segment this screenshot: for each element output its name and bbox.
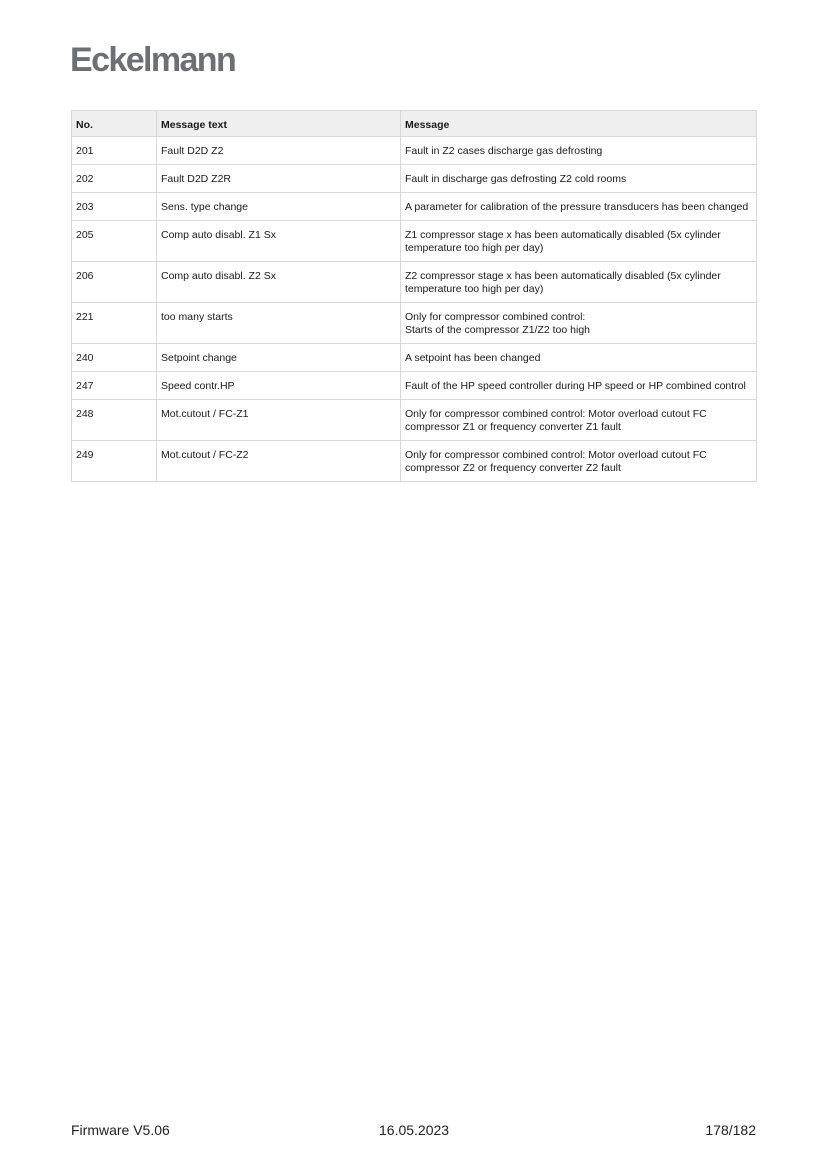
cell-message-text: Mot.cutout / FC-Z1 bbox=[157, 400, 401, 441]
message-line: Z1 compressor stage x has been automatically disabled (5x cylinder temperature too high per day) bbox=[405, 229, 721, 254]
message-line: Z2 compressor stage x has been automatically disabled (5x cylinder temperature too high per day) bbox=[405, 270, 721, 295]
footer-date: 16.05.2023 bbox=[379, 1122, 450, 1138]
table-row bbox=[72, 372, 757, 400]
cell-message-text: too many starts bbox=[157, 303, 401, 344]
message-line: A parameter for calibration of the pressure transducers has been changed bbox=[405, 201, 749, 213]
cell-message bbox=[401, 372, 757, 400]
table-row bbox=[72, 344, 757, 372]
cell-message bbox=[401, 344, 757, 372]
cell-no: 247 bbox=[72, 372, 157, 400]
message-line: Fault of the HP speed controller during HP speed or HP combined control bbox=[405, 380, 746, 392]
table-row bbox=[72, 137, 757, 165]
table-row bbox=[72, 400, 757, 441]
cell-message-text: Comp auto disabl. Z1 Sx bbox=[157, 221, 401, 262]
column-header-no: No. bbox=[72, 111, 157, 137]
table-row bbox=[72, 303, 757, 344]
cell-no: 249 bbox=[72, 441, 157, 482]
table-row bbox=[72, 441, 757, 482]
cell-message bbox=[401, 441, 757, 482]
cell-no: 221 bbox=[72, 303, 157, 344]
cell-no: 205 bbox=[72, 221, 157, 262]
cell-message bbox=[401, 400, 757, 441]
message-line: Only for compressor combined control: Motor overload cutout FC compressor Z1 or frequency converter Z1 fault bbox=[405, 408, 707, 433]
cell-message bbox=[401, 303, 757, 344]
message-line: Fault in discharge gas defrosting Z2 cold rooms bbox=[405, 173, 627, 185]
eckelmann-logo: Eckelmann bbox=[70, 41, 236, 79]
table-header-row bbox=[72, 111, 757, 137]
column-header-message-text: Message text bbox=[157, 111, 401, 137]
cell-no: 202 bbox=[72, 165, 157, 193]
message-table bbox=[71, 110, 757, 482]
message-line: Starts of the compressor Z1/Z2 too high bbox=[405, 324, 591, 336]
cell-no: 206 bbox=[72, 262, 157, 303]
message-line: Only for compressor combined control: bbox=[405, 311, 586, 323]
cell-no: 248 bbox=[72, 400, 157, 441]
message-line: Only for compressor combined control: Motor overload cutout FC compressor Z2 or frequency converter Z2 fault bbox=[405, 449, 707, 474]
message-line: A setpoint has been changed bbox=[405, 352, 541, 364]
cell-message bbox=[401, 221, 757, 262]
cell-message bbox=[401, 137, 757, 165]
table-row bbox=[72, 221, 757, 262]
table-row bbox=[72, 193, 757, 221]
cell-message bbox=[401, 262, 757, 303]
cell-message bbox=[401, 165, 757, 193]
cell-message-text: Speed contr.HP bbox=[157, 372, 401, 400]
cell-message-text: Comp auto disabl. Z2 Sx bbox=[157, 262, 401, 303]
cell-no: 201 bbox=[72, 137, 157, 165]
cell-message-text: Sens. type change bbox=[157, 193, 401, 221]
cell-message bbox=[401, 193, 757, 221]
cell-message-text: Mot.cutout / FC-Z2 bbox=[157, 441, 401, 482]
table-row bbox=[72, 262, 757, 303]
cell-message-text: Fault D2D Z2R bbox=[157, 165, 401, 193]
cell-no: 203 bbox=[72, 193, 157, 221]
cell-no: 240 bbox=[72, 344, 157, 372]
footer-firmware: Firmware V5.06 bbox=[71, 1122, 170, 1138]
footer-page-number: 178/182 bbox=[705, 1122, 756, 1138]
message-line: Fault in Z2 cases discharge gas defrosting bbox=[405, 145, 603, 157]
column-header-message: Message bbox=[401, 111, 757, 137]
cell-message-text: Fault D2D Z2 bbox=[157, 137, 401, 165]
cell-message-text: Setpoint change bbox=[157, 344, 401, 372]
table-row bbox=[72, 165, 757, 193]
